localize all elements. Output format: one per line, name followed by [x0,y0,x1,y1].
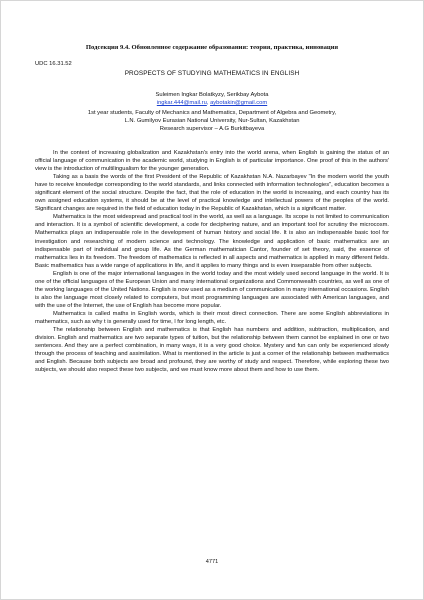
page-number: 4771 [205,559,219,565]
affiliation [35,109,389,133]
section-header: Подсекция 9.4. Обновленное содержание образования: теория, практика, инновация [85,44,339,51]
affiliation-line: L.N. Gumilyov Eurasian National University, Nur-Sultan, Kazakhstan [124,118,300,125]
affiliation-line: 1st year students, Faculty of Mechanics and Mathematics, Department of Algebra and Geometry, [87,110,337,116]
paragraph: Taking as a basis the words of the first President of the Republic of Kazakhstan N.A. Nazarbayev "In the modern world the youth have to receive knowledge corresponding to the world standards, and links connected with information technologies", education becomes a significant element of the social structure. Despite the fact, that the role of education in the world is increasing, and each country has its own assigned education systems, it should be at the level of practical knowledge and intellectual powers of the peoples of the world. Significant changes are required in the field of education today in the Republic of Kazakhstan, which is a significant matter. [35,174,389,213]
paper-body [35,149,389,374]
email-link[interactable]: aybotakin@gmail.com [210,100,268,106]
paragraph: In the context of increasing globalization and Kazakhstan's entry into the world arena, when English is gaining the status of an official language of communication in the academic world, studying in English is of particular importance. One proof of this in the authors' view is the introduction of multilingualism for the younger generation. [35,150,389,173]
paragraph: English is one of the major international languages in the world today and the most widely used second language in the world. It is one of the official languages of the European Union and many international organizations and Commonwealth countries, as well as one of the working languages of the United Nations. English is now used as a medium of communication in many international occasions. English is also the language most closely related to computers, but most programming languages are associated with American languages, and with the use of the Internet, the use of English has become more popular. [35,270,389,309]
paragraph: Mathematics is called maths in English words, which is their most direct connection. There are some English abbreviations in mathematics, such as why t is generally used for time, l for long length, etc. [35,310,389,325]
paper-title: PROSPECTS OF STUDYING MATHEMATICS IN ENGLISH [124,70,300,77]
supervisor-line: Research supervisor – A.G Burkitbayeva [159,126,265,133]
authors: Suleimen Ingkar Bolatkyzy, Serikbay Aybota [155,92,269,98]
author-emails: ingkar.444@mail.ru, aybotakin@gmail.com [156,100,268,106]
email-link[interactable]: ingkar.444@mail.ru [156,100,207,106]
paragraph: Mathematics is the most widespread and practical tool in the world, as well as a language. Its scope is not limited to communication and interaction. It is a symbol of scientific development, a code for deciphering nature, and an important tool for scrutiny the microcosm. Mathematics plays an indispensable role in the development of human history and social life. It is also an indispensable basic tool for investigation and researching of modern science and technology. The knowledge and application of basic mathematics are an indispensable part of individual and group life. As the German mathematician Cantor, founder of set theory, said, the essence of mathematics lies in its freedom. The freedom of mathematics is reflected in all aspects and mathematics is applied in many different fields. Basic mathematics has a wide range of applications in life, and it applies to many things and is even inseparable from other subjects. [35,214,389,269]
udc-code: UDC 16.31.52 [35,61,72,67]
paragraph: The relationship between English and mathematics is that English has numbers and addition, subtraction, multiplication, and division. English and mathematics are two separate types of tuition, but the relationship between them cannot be explained in one or two sentences. And they are a perfect combination, in many ways, it is a very good choice. Mystery and fun can only be experienced slowly through the process of teaching and assimilation. What is mentioned in the article is just a corner of the relationship between mathematics and English. Because both subjects are broad and profound, they are worthy of study and respect. Therefore, while exploring these two subjects, we should also respect these two subjects, and we must know more about them and how to use them. [35,327,389,374]
